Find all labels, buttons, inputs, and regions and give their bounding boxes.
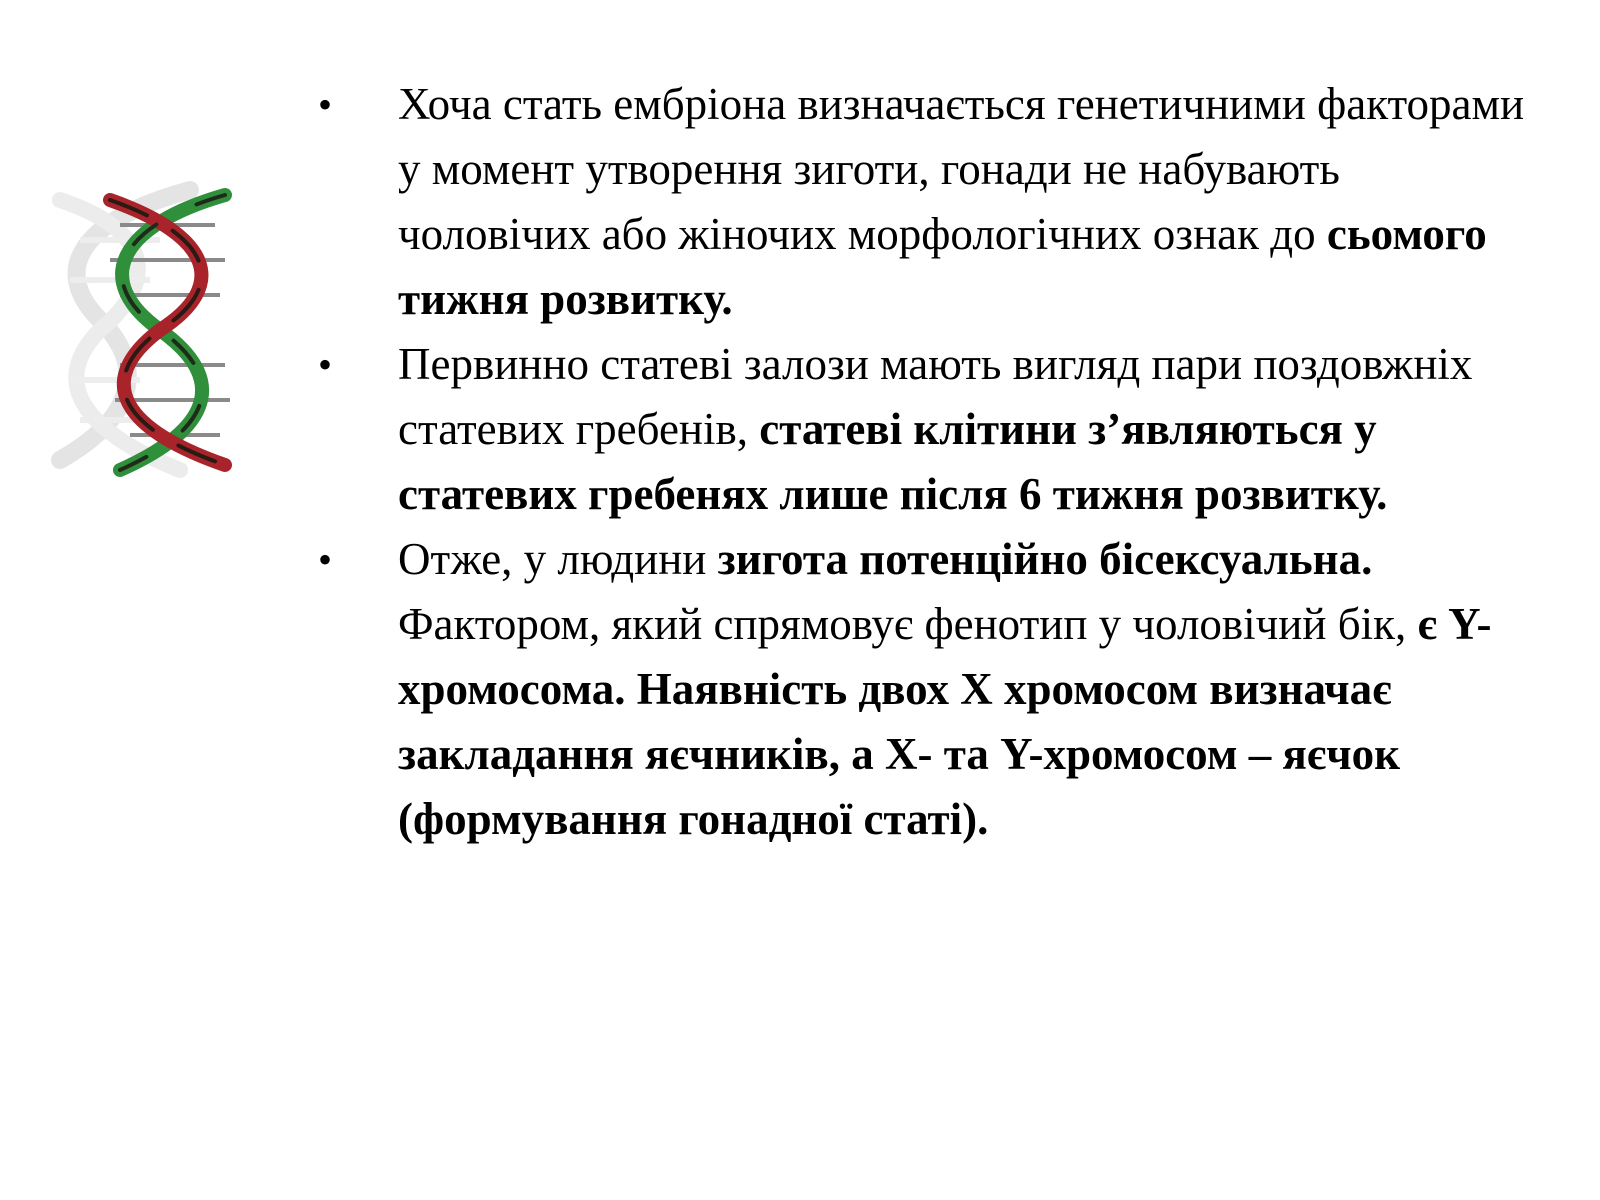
bullet-text-segment: Отже, у людини (398, 534, 718, 584)
bullet-text-segment: Хоча стать ембріона визначається генетичними факторами у момент утворення зиготи, гонади не набувають чоловічих або жіночих морфологічних ознак до (398, 79, 1525, 259)
bullet-marker: • (317, 537, 332, 582)
bullet-item-1 (300, 72, 1540, 332)
dna-helix-icon (40, 180, 260, 480)
bullet-text-bold: сьомого тижня розвитку. (398, 209, 1487, 324)
bullet-text-segment: Фактором, який спрямовує фенотип у чоловічий бік, (398, 599, 1418, 649)
bullet-list (300, 72, 1540, 852)
bullet-item-3 (300, 527, 1540, 852)
bullet-text-bold: статеві клітини з’являються у статевих гребенях лише після 6 тижня розвитку. (398, 404, 1388, 519)
bullet-marker: • (317, 82, 332, 127)
bullet-text-segment: Первинно статеві залози мають вигляд пари поздовжніх статевих гребенів, (398, 339, 1473, 454)
bullet-text-bold: є Y-хромосома. Наявність двох Х хромосом визначає закладання яєчників, а Х- та Y-хромосом – яєчок (формування гонадної статі). (398, 599, 1492, 844)
bullet-item-2 (300, 332, 1540, 527)
bullet-marker: • (317, 342, 332, 387)
bullet-text-bold: зигота потенційно бісексуальна. (717, 534, 1373, 584)
